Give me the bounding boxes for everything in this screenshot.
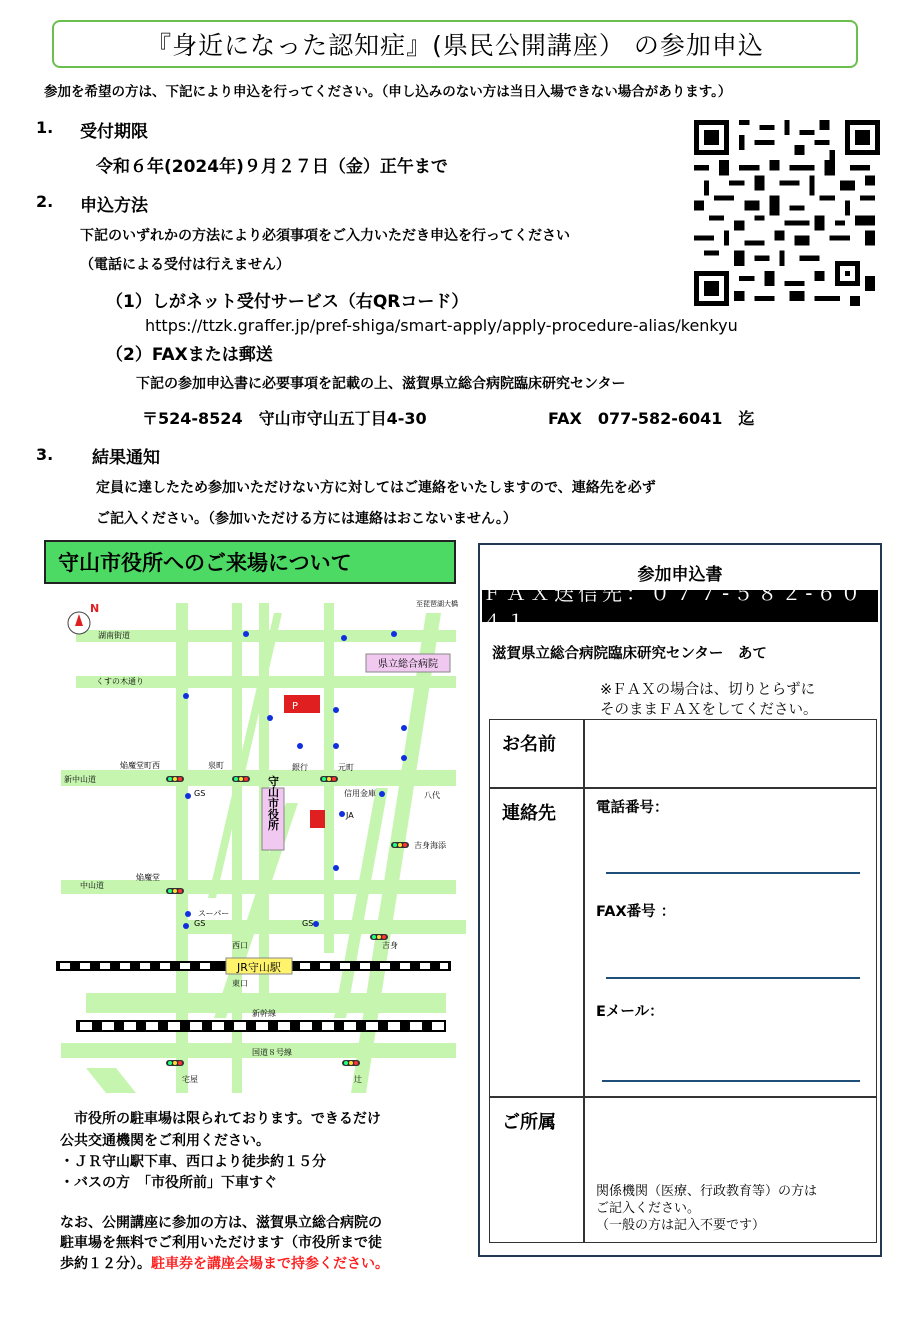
- compass-icon: [68, 602, 99, 634]
- result-line-2: ご記入ください。（参加いただける方には連絡はおこないません。）: [96, 511, 517, 527]
- map-label-kusu: くすの木通り: [96, 677, 144, 686]
- map-label-shinyo: 信用金庫: [344, 789, 376, 798]
- parking-label: P: [292, 701, 299, 712]
- name-label: お名前: [502, 734, 556, 755]
- fax-note-1: ※ＦＡＸの場合は、切りとらずに: [600, 682, 816, 698]
- map-label-higashiguchi: 東口: [232, 979, 248, 988]
- map-label-himado: 焔魔堂: [136, 873, 160, 882]
- map-label-super: スーパー: [198, 909, 230, 918]
- method2-label: （2）FAXまたは郵送: [106, 345, 273, 365]
- note-line-6: 駐車場を無料でご利用いただけます（市役所まで徒: [60, 1235, 382, 1251]
- cityhall-mark: [310, 810, 325, 828]
- contact-label: 連絡先: [502, 803, 556, 824]
- map-label-kohan: 湖南街道: [98, 631, 130, 640]
- map-label-yashiro: 八代: [424, 791, 440, 800]
- method-note: （電話による受付は行えません）: [80, 257, 290, 273]
- form-title: 参加申込書: [637, 565, 723, 585]
- form-column-divider: [583, 719, 585, 1243]
- deadline-text: 令和６年(2024年)９月２７日（金）正午まで: [96, 157, 448, 177]
- section-1-heading: 受付期限: [80, 122, 148, 142]
- affiliation-note-2: ご記入ください。: [596, 1201, 701, 1216]
- map-label-gs1: GS: [194, 789, 206, 798]
- map-label-shinnakasen: 新中山道: [64, 775, 96, 784]
- note-line-7-text: 歩約１２分）。: [60, 1256, 151, 1272]
- note-line-1: 市役所の駐車場は限られております。できるだけ: [60, 1111, 381, 1127]
- map-banner-text: 守山市役所へのご来場について: [58, 551, 352, 575]
- form-row-divider-1: [489, 787, 877, 789]
- phone-field[interactable]: [606, 872, 860, 874]
- map-label-ja: JA: [346, 811, 354, 820]
- fax-note-2: そのままＦＡＸをしてください。: [600, 702, 818, 718]
- map-label-yoshimi: 吉身: [382, 941, 398, 950]
- intro-text: 参加を希望の方は、下記により申込を行ってください。（申し込みのない方は当日入場できない場合があります。）: [44, 84, 732, 100]
- map-label-takuya: 宅屋: [182, 1075, 198, 1084]
- affiliation-note-3: （一般の方は記入不要です）: [596, 1218, 766, 1233]
- section-1-number: 1.: [36, 118, 54, 137]
- name-field[interactable]: [586, 722, 874, 784]
- affiliation-note-1: 関係機関（医療、行政教育等）の方は: [596, 1184, 818, 1199]
- note-line-3: ・ＪＲ守山駅下車、西口より徒歩約１５分: [60, 1154, 326, 1170]
- note-line-4: ・バスの方 「市役所前」下車すぐ: [60, 1175, 277, 1191]
- section-3-number: 3.: [36, 445, 54, 464]
- note-line-7: [60, 1253, 389, 1273]
- parking-mark: [284, 695, 320, 713]
- affiliation-label: ご所属: [502, 1112, 556, 1133]
- map-label-izumi: 泉町: [208, 761, 224, 770]
- method1-url[interactable]: https://ttzk.graffer.jp/pref-shiga/smart-apply/apply-procedure-alias/kenkyu: [145, 316, 738, 335]
- email-label: Eメール：: [596, 1004, 664, 1020]
- map-label-yoshimi-umizoe: 吉身海添: [414, 841, 446, 850]
- result-line-1: 定員に達したため参加いただけない方に対してはご連絡をいたしますので、連絡先を必ず: [96, 480, 656, 496]
- fax-label: FAX番号 ：: [596, 904, 676, 920]
- map-label-nishiguchi: 西口: [232, 941, 248, 950]
- form-row-divider-2: [489, 1096, 877, 1098]
- fax-field[interactable]: [606, 977, 860, 979]
- map-label-route8: 国道８号線: [252, 1048, 292, 1057]
- section-2-number: 2.: [36, 192, 54, 211]
- map-label-motomachi: 元町: [338, 763, 354, 772]
- svg-text:N: N: [90, 602, 100, 615]
- hospital-label: 県立総合病院: [378, 659, 438, 670]
- method2-desc: 下記の参加申込書に必要事項を記載の上、滋賀県立総合病院臨床研究センター: [136, 376, 626, 392]
- map-label-tsuji: 辻: [354, 1075, 362, 1084]
- map-label-nakasen: 中山道: [80, 881, 104, 890]
- fax-number: FAX 077-582-6041 迄: [548, 409, 755, 428]
- map-label-to-biwa: 至琵琶湖大橋: [416, 600, 458, 608]
- map-banner: [44, 540, 456, 584]
- form-addressee: 滋賀県立総合病院臨床研究センター あて: [492, 646, 767, 662]
- page-title-text: 『身近になった認知症』(県民公開講座） の参加申込: [146, 31, 764, 60]
- map-label-shinkansen: 新幹線: [252, 1009, 276, 1018]
- affiliation-field[interactable]: [586, 1100, 874, 1168]
- map-label-gs2: GS: [194, 919, 206, 928]
- email-field[interactable]: [602, 1080, 860, 1082]
- map-label-gs3: GS: [302, 919, 314, 928]
- section-2-heading: 申込方法: [80, 196, 148, 216]
- access-map: [46, 598, 472, 1094]
- map-label-bank: 銀行: [292, 763, 308, 772]
- method1-label: （1）しがネット受付サービス（右QRコード）: [106, 292, 469, 312]
- jr-station-label: JR守山駅: [237, 961, 281, 974]
- fax-destination-bar: [482, 581, 878, 634]
- section-3-heading: 結果通知: [92, 448, 160, 468]
- fax-destination-text: ＦＡＸ送信先：０７７-５８２-６０４１: [482, 581, 865, 634]
- postal-address: 〒524-8524 守山市守山五丁目4-30: [142, 409, 427, 428]
- phone-label: 電話番号：: [596, 800, 669, 816]
- qr-code-image[interactable]: [694, 120, 880, 306]
- parking-ticket-warning: 駐車券を講座会場まで持参ください。: [151, 1256, 389, 1272]
- map-label-himade: 焔魔堂町西: [120, 761, 160, 770]
- cityhall-label: 守山市役所: [266, 775, 280, 831]
- note-line-5: なお、公開講座に参加の方は、滋賀県立総合病院の: [60, 1215, 382, 1231]
- page-title: [52, 20, 858, 68]
- note-line-2: 公共交通機関をご利用ください。: [60, 1133, 270, 1149]
- method-desc: 下記のいずれかの方法により必須事項をご入力いただき申込を行ってください: [80, 228, 570, 244]
